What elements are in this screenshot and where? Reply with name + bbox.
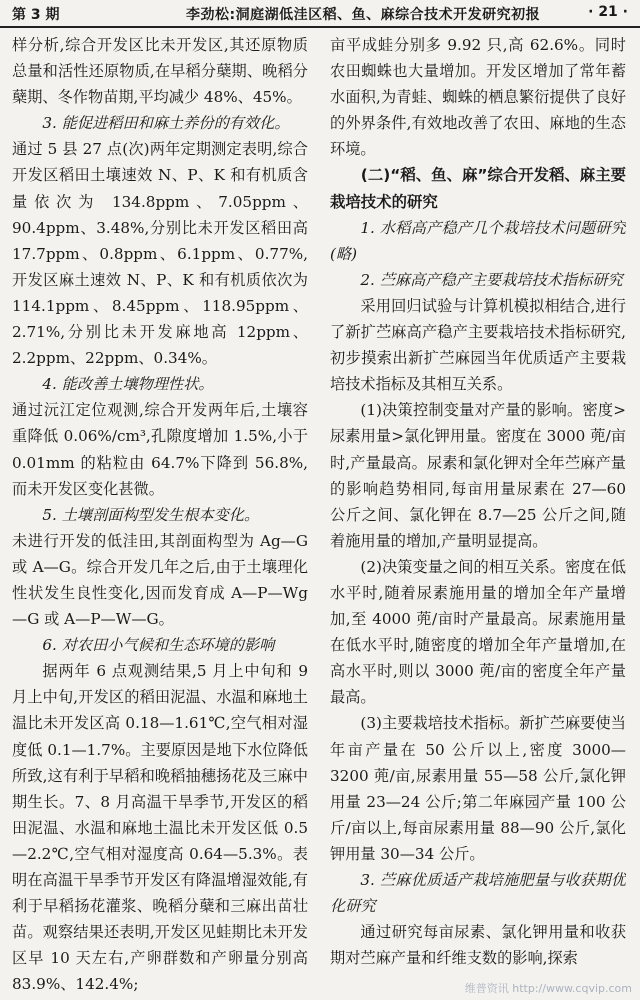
section-heading: 5. 土壤剖面构型发生根本变化。	[42, 505, 260, 524]
section-heading: 4. 能改善土壤物理性状。	[42, 375, 214, 394]
right-column	[330, 32, 626, 998]
section-heading: 2. 苎麻高产稳产主要栽培技术指标研究	[360, 270, 623, 289]
section-heading: 6. 对农田小气候和生态环境的影响	[42, 636, 275, 655]
running-title: 李劲松:洞庭湖低洼区稻、鱼、麻综合技术开发研究初报	[186, 7, 541, 23]
watermark: 维普资讯 http://www.cqvip.com	[464, 982, 632, 995]
paragraph: 样分析,综合开发区比未开发区,其还原物质总量和活性还原物质,在早稻分蘖期、晚稻分蘖期、冬作物苗期,平均减少 48%、45%。	[12, 36, 308, 107]
paragraph: (2)决策变量之间的相互关系。密度在低水平时,随着尿素施用量的增加全年产量增加,至 4000 蔸/亩时产量最高。尿素施用量在低水平时,随密度的增加全年产量增加,在高水平时,则以 3000 蔸/亩的密度全年产量最高。	[330, 557, 626, 707]
issue-label: 第 3 期	[12, 7, 60, 23]
paragraph: 采用回归试验与计算机模拟相结合,进行了新扩苎麻高产稳产主要栽培技术指标研究,初步摸索出新扩苎麻园当年优质适产主要栽培技术指标及其相互关系。	[330, 296, 626, 394]
paragraph: 未进行开发的低洼田,其剖面构型为 Ag—G 或 A—G。综合开发几年之后,由于土壤理化性状发生良性变化,因而发育成 A—P—Wg—G 或 A—P—W—G。	[12, 531, 308, 629]
page-number: · 21 ·	[588, 4, 628, 20]
paragraph: 通过研究每亩尿素、氯化钾用量和收获期对苎麻产量和纤维支数的影响,探索	[330, 923, 626, 968]
section-heading: 1. 水稻高产稳产几个栽培技术问题研究(略)	[330, 218, 626, 263]
paragraph: 亩平成蛙分别多 9.92 只,高 62.6%。同时农田蜘蛛也大量增加。开发区增加了常年蓄水面积,为青蛙、蜘蛛的栖息繁衍提供了良好的外界条件,有效地改善了农田、麻地的生态环境。	[330, 36, 626, 159]
paragraph: 通过 5 县 27 点(次)两年定期测定表明,综合开发区稻田土壤速效 N、P、K 和有机质含量依次为 134.8ppm、7.05ppm、90.4ppm、3.48%,分别比未开发区稻田高 17.7ppm、0.8ppm、6.1ppm、0.77%,开发区麻土速效 N、P、K 和有机质依次为 114.1ppm、8.45ppm、118.95ppm、2.71%,分别比未开发麻地高 12ppm、2.2ppm、22ppm、0.34%。	[12, 140, 308, 368]
paragraph: (1)决策控制变量对产量的影响。密度>尿素用量>氯化钾用量。密度在 3000 蔸/亩时,产量最高。尿素和氯化钾对全年苎麻产量的影响趋势相同,每亩用量尿素在 27—60 公斤之间、氯化钾在 8.7—25 公斤之间,随着施用量的增加,产量明显提高。	[330, 401, 626, 550]
section-heading: 3. 苎麻优质适产栽培施肥量与收获期优化研究	[330, 871, 626, 916]
paragraph: 通过沅江定位观测,综合开发两年后,土壤容重降低 0.06%/cm³,孔隙度增加 1.5%,小于 0.01mm 的粘粒由 64.7%下降到 56.8%,而未开发区变化甚微。	[12, 401, 308, 498]
subsection-heading: (二)“稻、鱼、麻”综合开发稻、麻主要栽培技术的研究	[330, 166, 626, 211]
running-header	[0, 0, 640, 28]
section-heading: 3. 能促进稻田和麻土养份的有效化。	[42, 114, 290, 133]
paragraph: 据两年 6 点观测结果,5 月上中旬和 9 月上中旬,开发区的稻田泥温、水温和麻地土温比未开发区高 0.18—1.61℃,空气相对湿度低 0.1—1.7%。主要原因是地下水位降低所致,这有利于早稻和晚稻抽穗扬花及三麻中期生长。7、8 月高温干旱季节,开发区的稻田泥温、水温和麻地土温比未开发区低 0.5—2.2℃,空气相对湿度高 0.64—5.3%。表明在高温干旱季节开发区有降温增湿效能,有利于早稻扬花灌浆、晚稻分蘖和三麻出苗壮苗。观察结果还表明,开发区见蛙期比未开发区早 10 天左右,产卵群数和产卵量分别高 83.9%、142.4%;	[12, 662, 308, 994]
left-column	[12, 32, 308, 998]
paragraph: (3)主要栽培技术指标。新扩苎麻要使当年亩产量在 50 公斤以上,密度 3000—3200 蔸/亩,尿素用量 55—58 公斤,氯化钾用量 23—24 公斤;第二年麻园产量 100 公斤/亩以上,每亩尿素用量 88—90 公斤,氯化钾用量 30—34 公斤。	[330, 714, 626, 863]
